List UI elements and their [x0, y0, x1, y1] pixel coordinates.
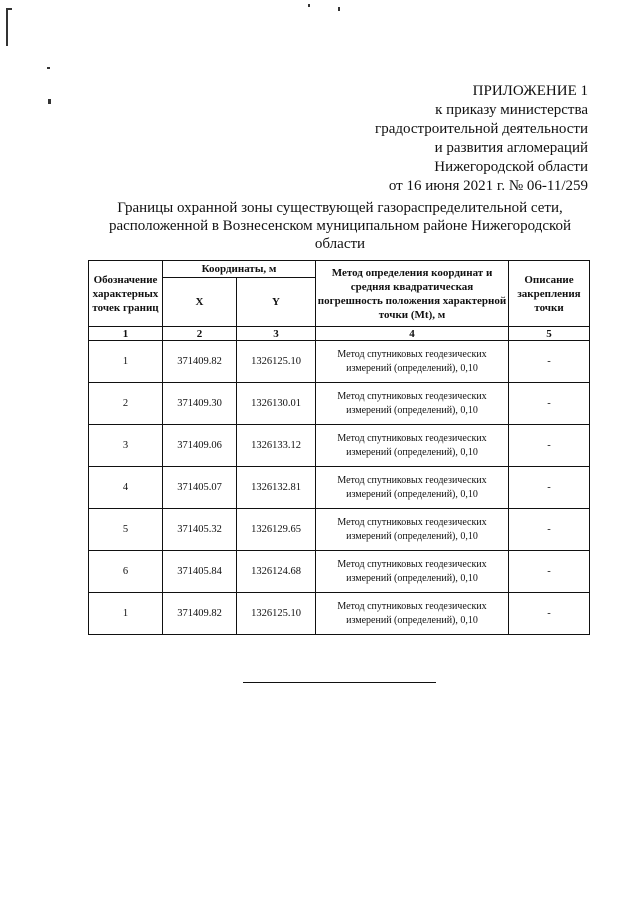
appendix-line: ПРИЛОЖЕНИЕ 1 [472, 83, 588, 99]
method-cell: Метод спутниковых геодезических измерений (определений), 0,10 [316, 467, 509, 509]
appendix-line: от 16 июня 2021 г. № 06-11/259 [388, 178, 588, 194]
header-designation: Обозначение характерных точек границ [89, 261, 163, 327]
method-cell: Метод спутниковых геодезических измерений (определений), 0,10 [316, 593, 509, 635]
scan-artifact [6, 8, 8, 46]
x-coordinate-cell: 371409.82 [163, 341, 237, 383]
y-coordinate-cell: 1326125.10 [237, 341, 316, 383]
x-coordinate-cell: 371409.82 [163, 593, 237, 635]
description-cell: - [509, 425, 590, 467]
appendix-block [375, 82, 588, 196]
y-coordinate-cell: 1326124.68 [237, 551, 316, 593]
point-cell: 3 [89, 425, 163, 467]
boundary-points-table [88, 260, 590, 635]
header-x: X [163, 278, 237, 327]
scan-artifact [47, 67, 50, 69]
x-coordinate-cell: 371409.06 [163, 425, 237, 467]
table-row [89, 425, 590, 467]
method-cell: Метод спутниковых геодезических измерений (определений), 0,10 [316, 509, 509, 551]
scan-artifact [6, 8, 12, 10]
appendix-line: Нижегородской области [434, 159, 588, 175]
table-row [89, 551, 590, 593]
point-cell: 2 [89, 383, 163, 425]
point-cell: 1 [89, 341, 163, 383]
x-coordinate-cell: 371409.30 [163, 383, 237, 425]
method-cell: Метод спутниковых геодезических измерений (определений), 0,10 [316, 551, 509, 593]
point-cell: 1 [89, 593, 163, 635]
table-row [89, 383, 590, 425]
header-method: Метод определения координат и средняя квадратическая погрешность положения характерной точки (Mt), м [316, 261, 509, 327]
description-cell: - [509, 341, 590, 383]
signature-line [243, 682, 436, 683]
table-row [89, 341, 590, 383]
scan-artifact [338, 7, 340, 11]
table-row [89, 593, 590, 635]
point-cell: 4 [89, 467, 163, 509]
y-coordinate-cell: 1326132.81 [237, 467, 316, 509]
description-cell: - [509, 551, 590, 593]
description-cell: - [509, 383, 590, 425]
scan-artifact [48, 99, 51, 104]
column-number: 4 [316, 327, 509, 341]
method-cell: Метод спутниковых геодезических измерений (определений), 0,10 [316, 425, 509, 467]
x-coordinate-cell: 371405.32 [163, 509, 237, 551]
x-coordinate-cell: 371405.07 [163, 467, 237, 509]
document-title: Границы охранной зоны существующей газораспределительной сети, расположенной в Вознесенском муниципальном районе Нижегородской области [108, 200, 572, 252]
appendix-line: и развития агломераций [434, 140, 588, 156]
description-cell: - [509, 509, 590, 551]
point-cell: 5 [89, 509, 163, 551]
y-coordinate-cell: 1326133.12 [237, 425, 316, 467]
x-coordinate-cell: 371405.84 [163, 551, 237, 593]
y-coordinate-cell: 1326130.01 [237, 383, 316, 425]
scan-artifact [308, 4, 310, 7]
appendix-line: к приказу министерства [435, 102, 588, 118]
header-description: Описание закрепления точки [509, 261, 590, 327]
description-cell: - [509, 593, 590, 635]
column-number: 1 [89, 327, 163, 341]
column-number: 5 [509, 327, 590, 341]
column-number: 2 [163, 327, 237, 341]
point-cell: 6 [89, 551, 163, 593]
y-coordinate-cell: 1326129.65 [237, 509, 316, 551]
y-coordinate-cell: 1326125.10 [237, 593, 316, 635]
header-y: Y [237, 278, 316, 327]
column-number: 3 [237, 327, 316, 341]
method-cell: Метод спутниковых геодезических измерений (определений), 0,10 [316, 383, 509, 425]
table-row [89, 467, 590, 509]
appendix-line: градостроительной деятельности [375, 121, 588, 137]
method-cell: Метод спутниковых геодезических измерений (определений), 0,10 [316, 341, 509, 383]
table-row [89, 509, 590, 551]
header-coordinates: Координаты, м [163, 261, 316, 278]
description-cell: - [509, 467, 590, 509]
